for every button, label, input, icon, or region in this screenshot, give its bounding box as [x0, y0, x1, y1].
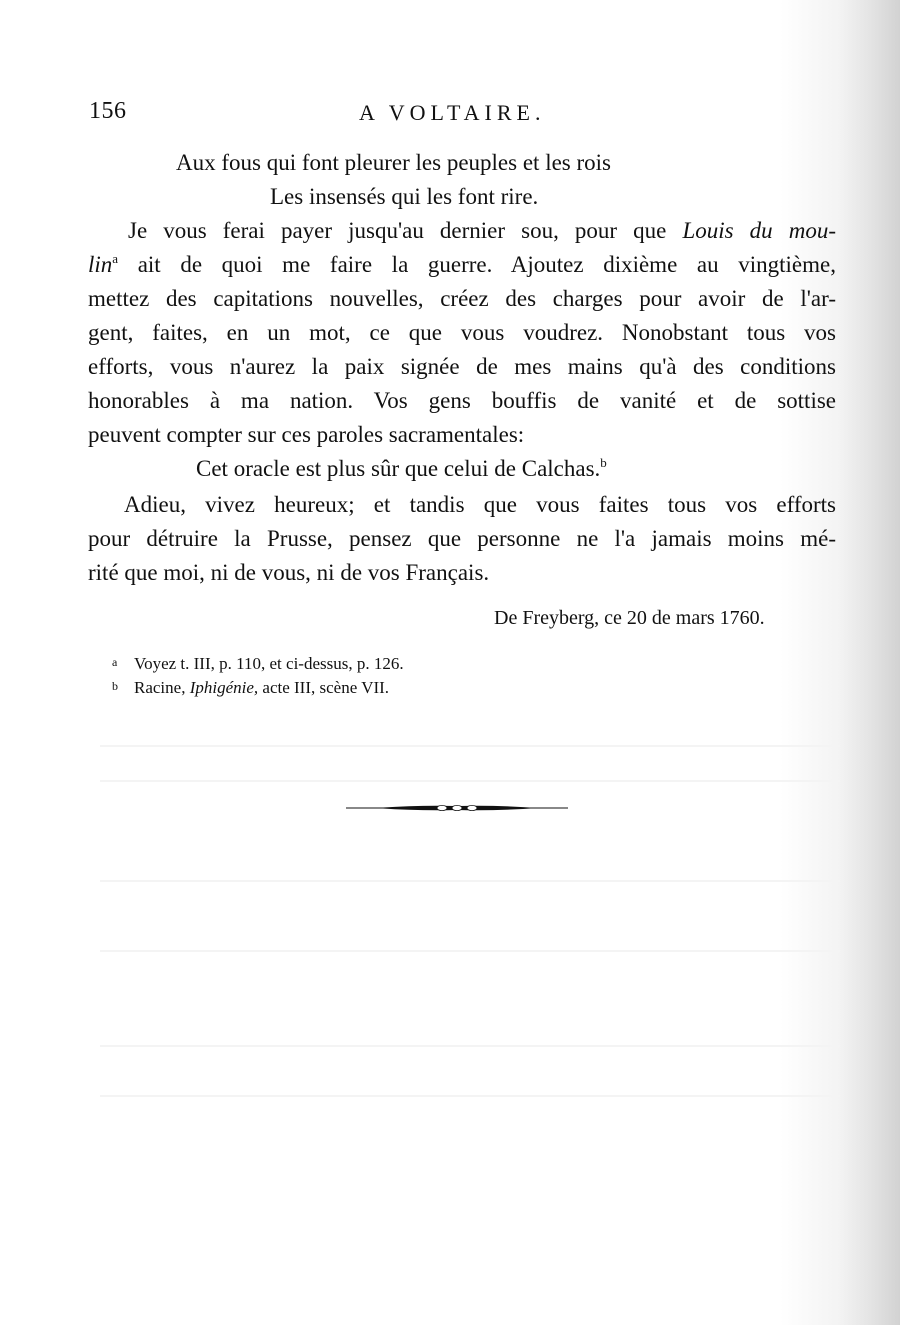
- footnote-text: Racine, Iphigénie, acte III, scène VII.: [134, 678, 390, 697]
- paragraph-line: lin$^a$ ait de quoi me faire la guerre. Ajoutez dixième au vingtième,: [88, 251, 836, 277]
- paragraph-line: Je vous ferai payer jusqu'au dernier sou, pour que Louis du mou-: [128, 218, 837, 243]
- footnote-text: Voyez t. III, p. 110, et ci-dessus, p. 126.: [134, 654, 404, 673]
- footnote-marker: b: [112, 679, 118, 693]
- running-title: A VOLTAIRE.: [359, 100, 546, 125]
- running-header: [89, 98, 809, 132]
- page-number: 156: [89, 98, 127, 124]
- paragraph-line: rité que moi, ni de vous, ni de vos Français.: [88, 560, 490, 585]
- footnotes: [112, 652, 404, 700]
- footnote-ref: b: [600, 455, 607, 470]
- show-through-line: [100, 780, 840, 782]
- paragraph-line: pour détruire la Prusse, pensez que personne ne l'a jamais moins mé-: [88, 526, 836, 551]
- paragraph-line: honorables à ma nation. Vos gens bouffis de vanité et de sottise: [88, 388, 836, 413]
- paragraph-line: gent, faites, en un mot, ce que vous voudrez. Nonobstant tous vos: [88, 320, 836, 345]
- footnote: [112, 676, 404, 700]
- show-through-line: [100, 1045, 840, 1047]
- verse-line: Les insensés qui les font rire.: [270, 184, 539, 209]
- show-through-line: [100, 745, 840, 747]
- paragraph-line: Adieu, vivez heureux; et tandis que vous faites tous vos efforts: [124, 492, 836, 517]
- footnote-marker: a: [112, 655, 118, 669]
- dateline: De Freyberg, ce 20 de mars 1760.: [494, 607, 765, 629]
- paragraph-line: efforts, vous n'aurez la paix signée de mes mains qu'à des conditions: [88, 354, 836, 379]
- footnote: [112, 652, 404, 676]
- paragraph-line: peuvent compter sur ces paroles sacramentales:: [88, 422, 525, 447]
- verse-line: Cet oracle est plus sûr que celui de Calchas.$^b$: [196, 455, 607, 481]
- show-through-line: [100, 1095, 840, 1097]
- show-through-line: [100, 880, 840, 882]
- show-through-line: [100, 950, 840, 952]
- verse-line: Aux fous qui font pleurer les peuples et les rois: [176, 150, 611, 175]
- paragraph-line: mettez des capitations nouvelles, créez des charges pour avoir de l'ar-: [88, 286, 836, 311]
- ornament-rule-icon: [346, 798, 568, 818]
- footnote-ref: a: [112, 251, 119, 266]
